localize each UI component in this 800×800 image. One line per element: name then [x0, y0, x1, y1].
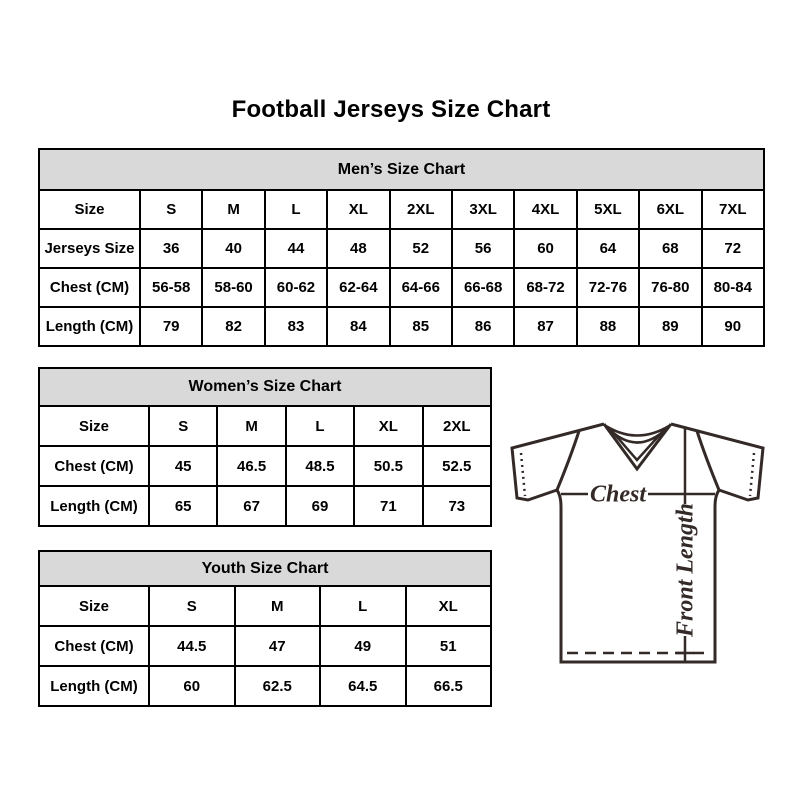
- value-cell: 88: [577, 307, 639, 346]
- right-cuff-stitch: [750, 453, 754, 496]
- value-cell: 50.5: [354, 446, 422, 486]
- womens-table-title-row: [39, 368, 491, 406]
- value-cell: 60: [149, 666, 235, 706]
- value-cell: M: [202, 190, 264, 229]
- value-cell: S: [149, 586, 235, 626]
- value-cell: 44.5: [149, 626, 235, 666]
- value-cell: 40: [202, 229, 264, 268]
- table-row: [39, 446, 491, 486]
- row-label-cell: Size: [39, 406, 149, 446]
- value-cell: 52: [390, 229, 452, 268]
- value-cell: 47: [235, 626, 321, 666]
- value-cell: L: [320, 586, 406, 626]
- value-cell: 51: [406, 626, 492, 666]
- value-cell: 73: [423, 486, 491, 526]
- value-cell: 66-68: [452, 268, 514, 307]
- value-cell: 69: [286, 486, 354, 526]
- table-row: [39, 307, 764, 346]
- value-cell: 58-60: [202, 268, 264, 307]
- value-cell: 56-58: [140, 268, 202, 307]
- value-cell: 5XL: [577, 190, 639, 229]
- table-row: [39, 229, 764, 268]
- value-cell: 84: [327, 307, 389, 346]
- value-cell: 87: [514, 307, 576, 346]
- row-label-cell: Chest (CM): [39, 446, 149, 486]
- table-row: [39, 190, 764, 229]
- value-cell: 60-62: [265, 268, 327, 307]
- value-cell: L: [286, 406, 354, 446]
- value-cell: 62.5: [235, 666, 321, 706]
- value-cell: 76-80: [639, 268, 701, 307]
- table-row: [39, 486, 491, 526]
- value-cell: 64: [577, 229, 639, 268]
- value-cell: 83: [265, 307, 327, 346]
- mens-table-title: Men’s Size Chart: [39, 149, 764, 190]
- value-cell: S: [140, 190, 202, 229]
- value-cell: 86: [452, 307, 514, 346]
- chest-label: Chest: [589, 481, 647, 508]
- row-label-cell: Chest (CM): [39, 626, 149, 666]
- jersey-diagram-svg: [505, 412, 770, 670]
- value-cell: 68-72: [514, 268, 576, 307]
- value-cell: 2XL: [390, 190, 452, 229]
- value-cell: S: [149, 406, 217, 446]
- value-cell: M: [235, 586, 321, 626]
- value-cell: 80-84: [702, 268, 764, 307]
- row-label-cell: Jerseys Size: [39, 229, 140, 268]
- value-cell: 64.5: [320, 666, 406, 706]
- value-cell: 82: [202, 307, 264, 346]
- value-cell: 66.5: [406, 666, 492, 706]
- value-cell: 89: [639, 307, 701, 346]
- value-cell: 2XL: [423, 406, 491, 446]
- table-row: [39, 666, 491, 706]
- mens-table-title-row: [39, 149, 764, 190]
- mens-size-table: [38, 148, 765, 347]
- value-cell: 60: [514, 229, 576, 268]
- front-length-label: Front Length: [672, 502, 699, 638]
- value-cell: 48: [327, 229, 389, 268]
- value-cell: 56: [452, 229, 514, 268]
- value-cell: 46.5: [217, 446, 285, 486]
- value-cell: 90: [702, 307, 764, 346]
- value-cell: 49: [320, 626, 406, 666]
- page-title: Football Jerseys Size Chart: [231, 96, 551, 123]
- value-cell: 67: [217, 486, 285, 526]
- right-sleeve-seam: [697, 431, 719, 490]
- value-cell: 52.5: [423, 446, 491, 486]
- value-cell: 3XL: [452, 190, 514, 229]
- womens-table-title: Women’s Size Chart: [39, 368, 491, 406]
- value-cell: 6XL: [639, 190, 701, 229]
- value-cell: 62-64: [327, 268, 389, 307]
- row-label-cell: Size: [39, 586, 149, 626]
- value-cell: 79: [140, 307, 202, 346]
- table-row: [39, 586, 491, 626]
- jersey-measurement-diagram: [505, 412, 770, 670]
- value-cell: 71: [354, 486, 422, 526]
- value-cell: 44: [265, 229, 327, 268]
- value-cell: 48.5: [286, 446, 354, 486]
- value-cell: 7XL: [702, 190, 764, 229]
- row-label-cell: Length (CM): [39, 486, 149, 526]
- row-label-cell: Length (CM): [39, 307, 140, 346]
- value-cell: 85: [390, 307, 452, 346]
- value-cell: XL: [406, 586, 492, 626]
- row-label-cell: Chest (CM): [39, 268, 140, 307]
- value-cell: 36: [140, 229, 202, 268]
- youth-table-title-row: [39, 551, 491, 586]
- value-cell: 4XL: [514, 190, 576, 229]
- value-cell: XL: [354, 406, 422, 446]
- left-sleeve-seam: [557, 431, 579, 490]
- womens-size-table: [38, 367, 492, 527]
- value-cell: L: [265, 190, 327, 229]
- value-cell: 65: [149, 486, 217, 526]
- table-row: [39, 626, 491, 666]
- value-cell: M: [217, 406, 285, 446]
- row-label-cell: Size: [39, 190, 140, 229]
- youth-table-title: Youth Size Chart: [39, 551, 491, 586]
- value-cell: 72-76: [577, 268, 639, 307]
- table-row: [39, 268, 764, 307]
- left-cuff-stitch: [521, 453, 525, 496]
- value-cell: 64-66: [390, 268, 452, 307]
- value-cell: 72: [702, 229, 764, 268]
- value-cell: XL: [327, 190, 389, 229]
- row-label-cell: Length (CM): [39, 666, 149, 706]
- table-row: [39, 406, 491, 446]
- value-cell: 45: [149, 446, 217, 486]
- youth-size-table: [38, 550, 492, 707]
- value-cell: 68: [639, 229, 701, 268]
